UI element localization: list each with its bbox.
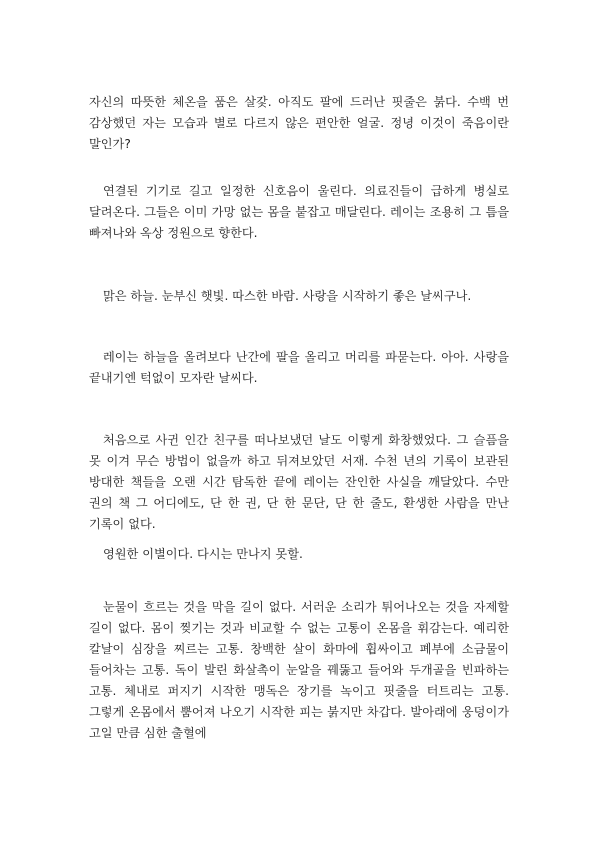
paragraph-2: 연결된 기기로 길고 일정한 신호음이 울린다. 의료진들이 급하게 병실로 달려온다. 그들은 이미 가망 없는 몸을 붙잡고 매달린다. 레이는 조용히 그 틈을 빠져나와 옥상 정원으로 향한다. xyxy=(89,184,509,240)
paragraph-4: 레이는 하늘을 올려보다 난간에 팔을 올리고 머리를 파묻는다. 아아. 사랑을 끝내기엔 턱없이 모자란 날씨다. xyxy=(89,350,509,385)
paragraph-5: 처음으로 사귄 인간 친구를 떠나보냈던 날도 이렇게 화창했었다. 그 슬픔을 못 이겨 무슨 방법이 없을까 하고 뒤져보았던 서재. 수천 년의 기록이 보관된 방대한 책들을 오랜 시간 탐독한 끝에 레이는 잔인한 사실을 깨달았다. 수만 권의 책 그 어디에도, 단 한 권, 단 한 문단, 단 한 줄도, 환생한 사람을 만난 기록이 없다. xyxy=(89,433,509,531)
paragraph-7: 눈물이 흐르는 것을 막을 길이 없다. 서러운 소리가 튀어나오는 것을 자제할 길이 없다. 몸이 찢기는 것과 비교할 수 없는 고통이 온몸을 휘감는다. 예리한 칼날이 심장을 찌르는 고통. 창백한 살이 화마에 휩싸이고 폐부에 소금물이 들어차는 고통. 독이 발린 화살촉이 눈알을 꿰뚫고 들어와 두개골을 빈파하는 고통. 체내로 퍼지기 시작한 맹독은 장기를 녹이고 핏줄을 터트리는 고통. 그렇게 온몸에서 뿜어져 나오기 시작한 피는 붉지만 차갑다. 발아래에 웅덩이가 고일 만큼 심한 출혈에 xyxy=(89,600,509,740)
paragraph-3: 맑은 하늘. 눈부신 햇빛. 따스한 바람. 사랑을 시작하기 좋은 날씨구나. xyxy=(103,289,472,303)
paragraph-6: 영원한 이별이다. 다시는 만나지 못할. xyxy=(103,547,303,561)
paragraph-1: 자신의 따뜻한 체온을 품은 살갗. 아직도 팔에 드러난 핏줄은 붉다. 수백 번 감상했던 자는 모습과 별로 다르지 않은 편안한 얼굴. 정녕 이것이 죽음이란 말인가? xyxy=(89,95,509,151)
